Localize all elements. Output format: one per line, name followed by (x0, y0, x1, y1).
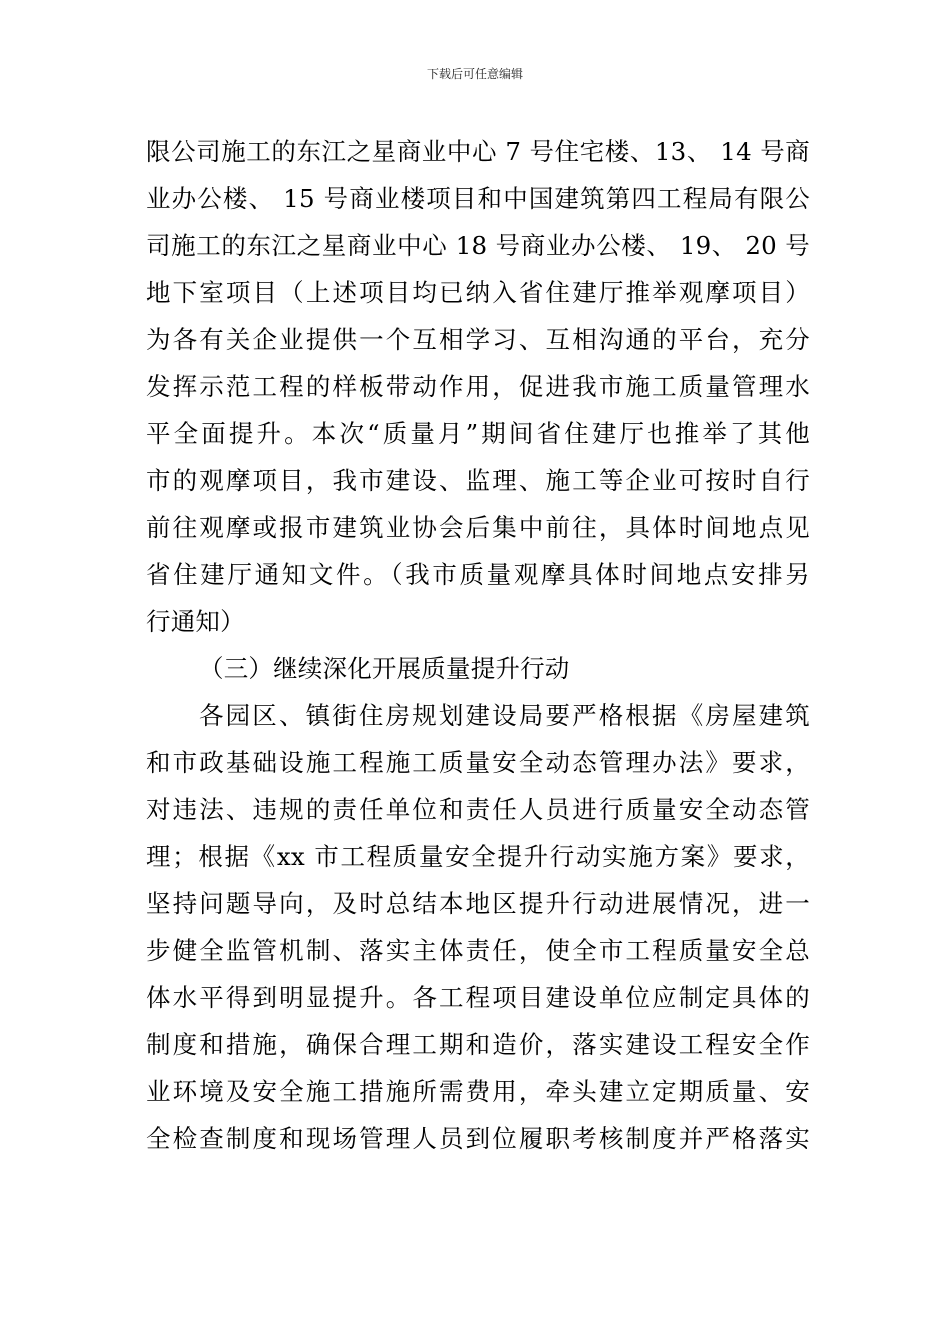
text-line: 体水平得到明显提升。各工程项目建设单位应制定具体的 (146, 983, 810, 1012)
text-line: 对违法、违规的责任单位和责任人员进行质量安全动态管 (146, 795, 810, 824)
section-heading: （三）继续深化开展质量提升行动 (199, 654, 570, 683)
text-line: 业办公楼、 15 号商业楼项目和中国建筑第四工程局有限公 (146, 184, 810, 213)
text-line: 司施工的东江之星商业中心 18 号商业办公楼、 19、 20 号 (146, 231, 810, 260)
text-line: 前往观摩或报市建筑业协会后集中前往，具体时间地点见 (146, 513, 810, 542)
text-line: 和市政基础设施工程施工质量安全动态管理办法》要求， (146, 748, 810, 777)
text-line: 地下室项目（上述项目均已纳入省住建厅推举观摩项目） (146, 278, 810, 307)
text-line: 发挥示范工程的样板带动作用，促进我市施工质量管理水 (146, 372, 810, 401)
download-note: 下载后可任意编辑 (426, 67, 523, 81)
text-line: 省住建厅通知文件。（我市质量观摩具体时间地点安排另 (146, 560, 810, 589)
text-line: 全检查制度和现场管理人员到位履职考核制度并严格落实 (146, 1124, 810, 1153)
paragraph-end-line: 行通知） (146, 607, 245, 636)
text-line: 理；根据《xx 市工程质量安全提升行动实施方案》要求， (146, 842, 810, 871)
text-line: 步健全监管机制、落实主体责任，使全市工程质量安全总 (146, 936, 810, 965)
paragraph-first-line: 各园区、镇街住房规划建设局要严格根据《房屋建筑 (199, 701, 810, 730)
text-line: 坚持问题导向，及时总结本地区提升行动进展情况，进一 (146, 889, 810, 918)
text-line: 平全面提升。本次“质量月”期间省住建厅也推举了其他 (146, 419, 810, 448)
text-line: 业环境及安全施工措施所需费用，牵头建立定期质量、安 (146, 1077, 810, 1106)
text-line: 为各有关企业提供一个互相学习、互相沟通的平台，充分 (146, 325, 810, 354)
text-line: 限公司施工的东江之星商业中心 7 号住宅楼、13、 14 号商 (146, 137, 810, 166)
text-line: 市的观摩项目，我市建设、监理、施工等企业可按时自行 (146, 466, 810, 495)
document-body (146, 128, 810, 1162)
text-line: 制度和措施，确保合理工期和造价，落实建设工程安全作 (146, 1030, 810, 1059)
